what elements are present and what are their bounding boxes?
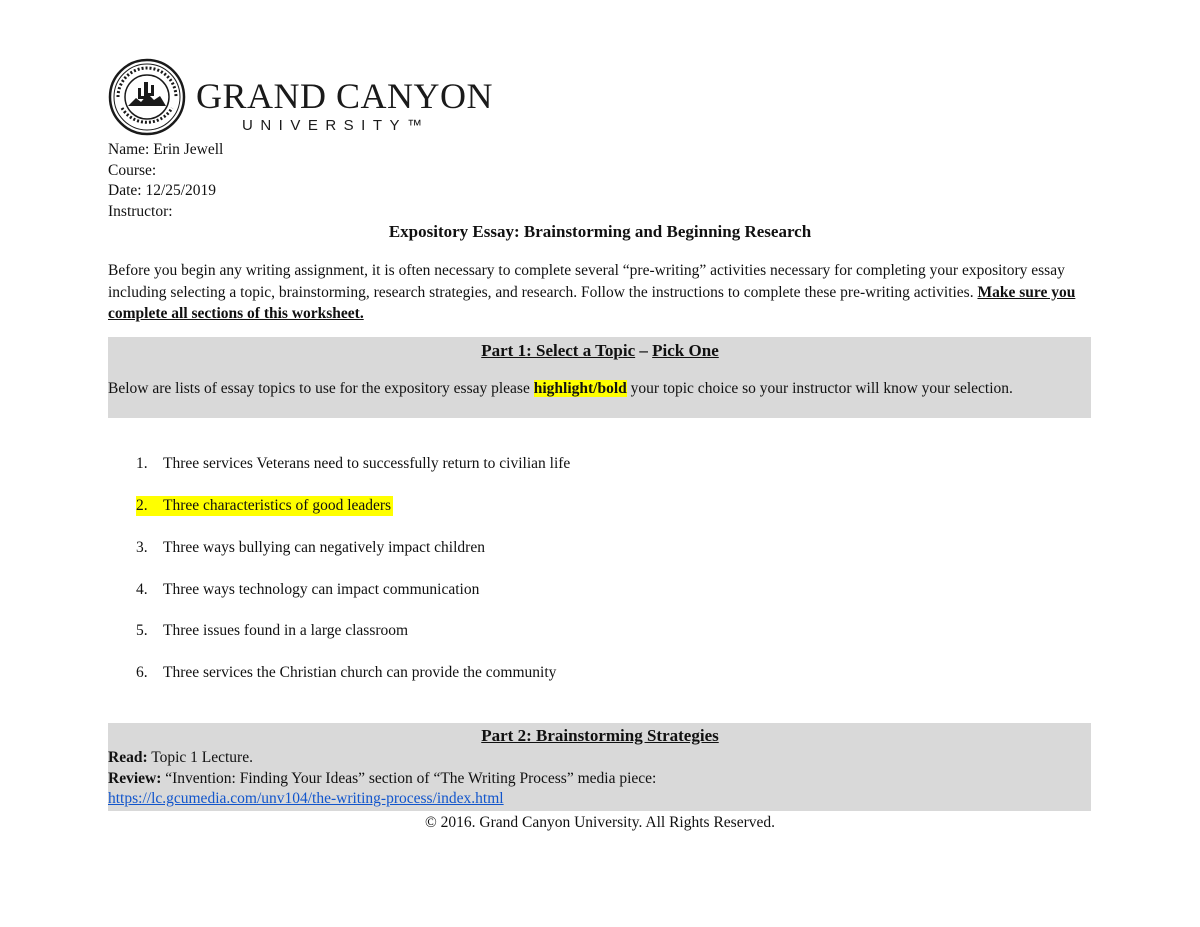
part1-heading-pick: Pick One: [652, 341, 719, 360]
topic-item-2-selected: 2. Three characteristics of good leaders: [136, 497, 392, 514]
university-logo: [108, 58, 494, 138]
topic-item-3: 3. Three ways bullying can negatively impact children: [136, 539, 485, 556]
read-label: Read:: [108, 749, 148, 766]
part1-highlight: highlight/bold: [533, 380, 627, 397]
header-fields: [108, 140, 223, 222]
part1-heading-title: Part 1: Select a Topic: [481, 341, 636, 360]
document-title: Expository Essay: Brainstorming and Beginning Research: [388, 222, 812, 241]
topic-item-4: 4. Three ways technology can impact communication: [136, 581, 480, 598]
topic-item-6: 6. Three services the Christian church can provide the community: [136, 664, 557, 681]
intro-emphasis: Make sure you complete all sections of this worksheet.: [108, 283, 1076, 322]
review-label: Review:: [108, 769, 162, 787]
copyright-footer: © 2016. Grand Canyon University. All Rights Reserved.: [424, 814, 775, 831]
read-line: [108, 748, 656, 769]
part1-text-before: Below are lists of essay topics to use for the expository essay please: [108, 380, 534, 397]
review-text: “Invention: Finding Your Ideas” section of “The Writing Process” media piece:: [161, 769, 657, 787]
review-line: [108, 769, 656, 790]
course-line: Course:: [108, 161, 157, 179]
part2-heading: Part 2: Brainstorming Strategies: [481, 726, 719, 745]
part2-content: [108, 748, 656, 810]
part1-instructions: [108, 378, 1093, 399]
topic-item-5: 5. Three issues found in a large classroom: [136, 622, 409, 639]
name-line: Name: Erin Jewell: [108, 141, 224, 158]
link-line: [108, 789, 656, 810]
intro-text: Before you begin any writing assignment, it is often necessary to complete several “pre-writing” activities necessary for completing your expository essay including selecting a topic, brainstorming, research strategies, and research. Follow the instructions to complete these pre-writing activities.: [108, 262, 1065, 301]
date-line: Date: 12/25/2019: [108, 182, 217, 199]
university-subtitle: UNIVERSITY™: [242, 117, 430, 134]
read-text: Topic 1 Lecture.: [147, 749, 253, 766]
writing-process-link[interactable]: https://lc.gcumedia.com/unv104/the-writing-process/index.html: [108, 790, 504, 807]
topic-item-1: 1. Three services Veterans need to successfully return to civilian life: [136, 455, 571, 472]
intro-paragraph: [108, 260, 1093, 325]
part1-heading: [0, 341, 1200, 361]
part1-text-after: your topic choice so your instructor will know your selection.: [626, 380, 1013, 397]
university-name: GRAND CANYON: [196, 76, 494, 116]
part1-heading-separator: –: [635, 341, 653, 360]
instructor-line: Instructor:: [108, 202, 173, 220]
university-seal-icon: [108, 58, 186, 136]
